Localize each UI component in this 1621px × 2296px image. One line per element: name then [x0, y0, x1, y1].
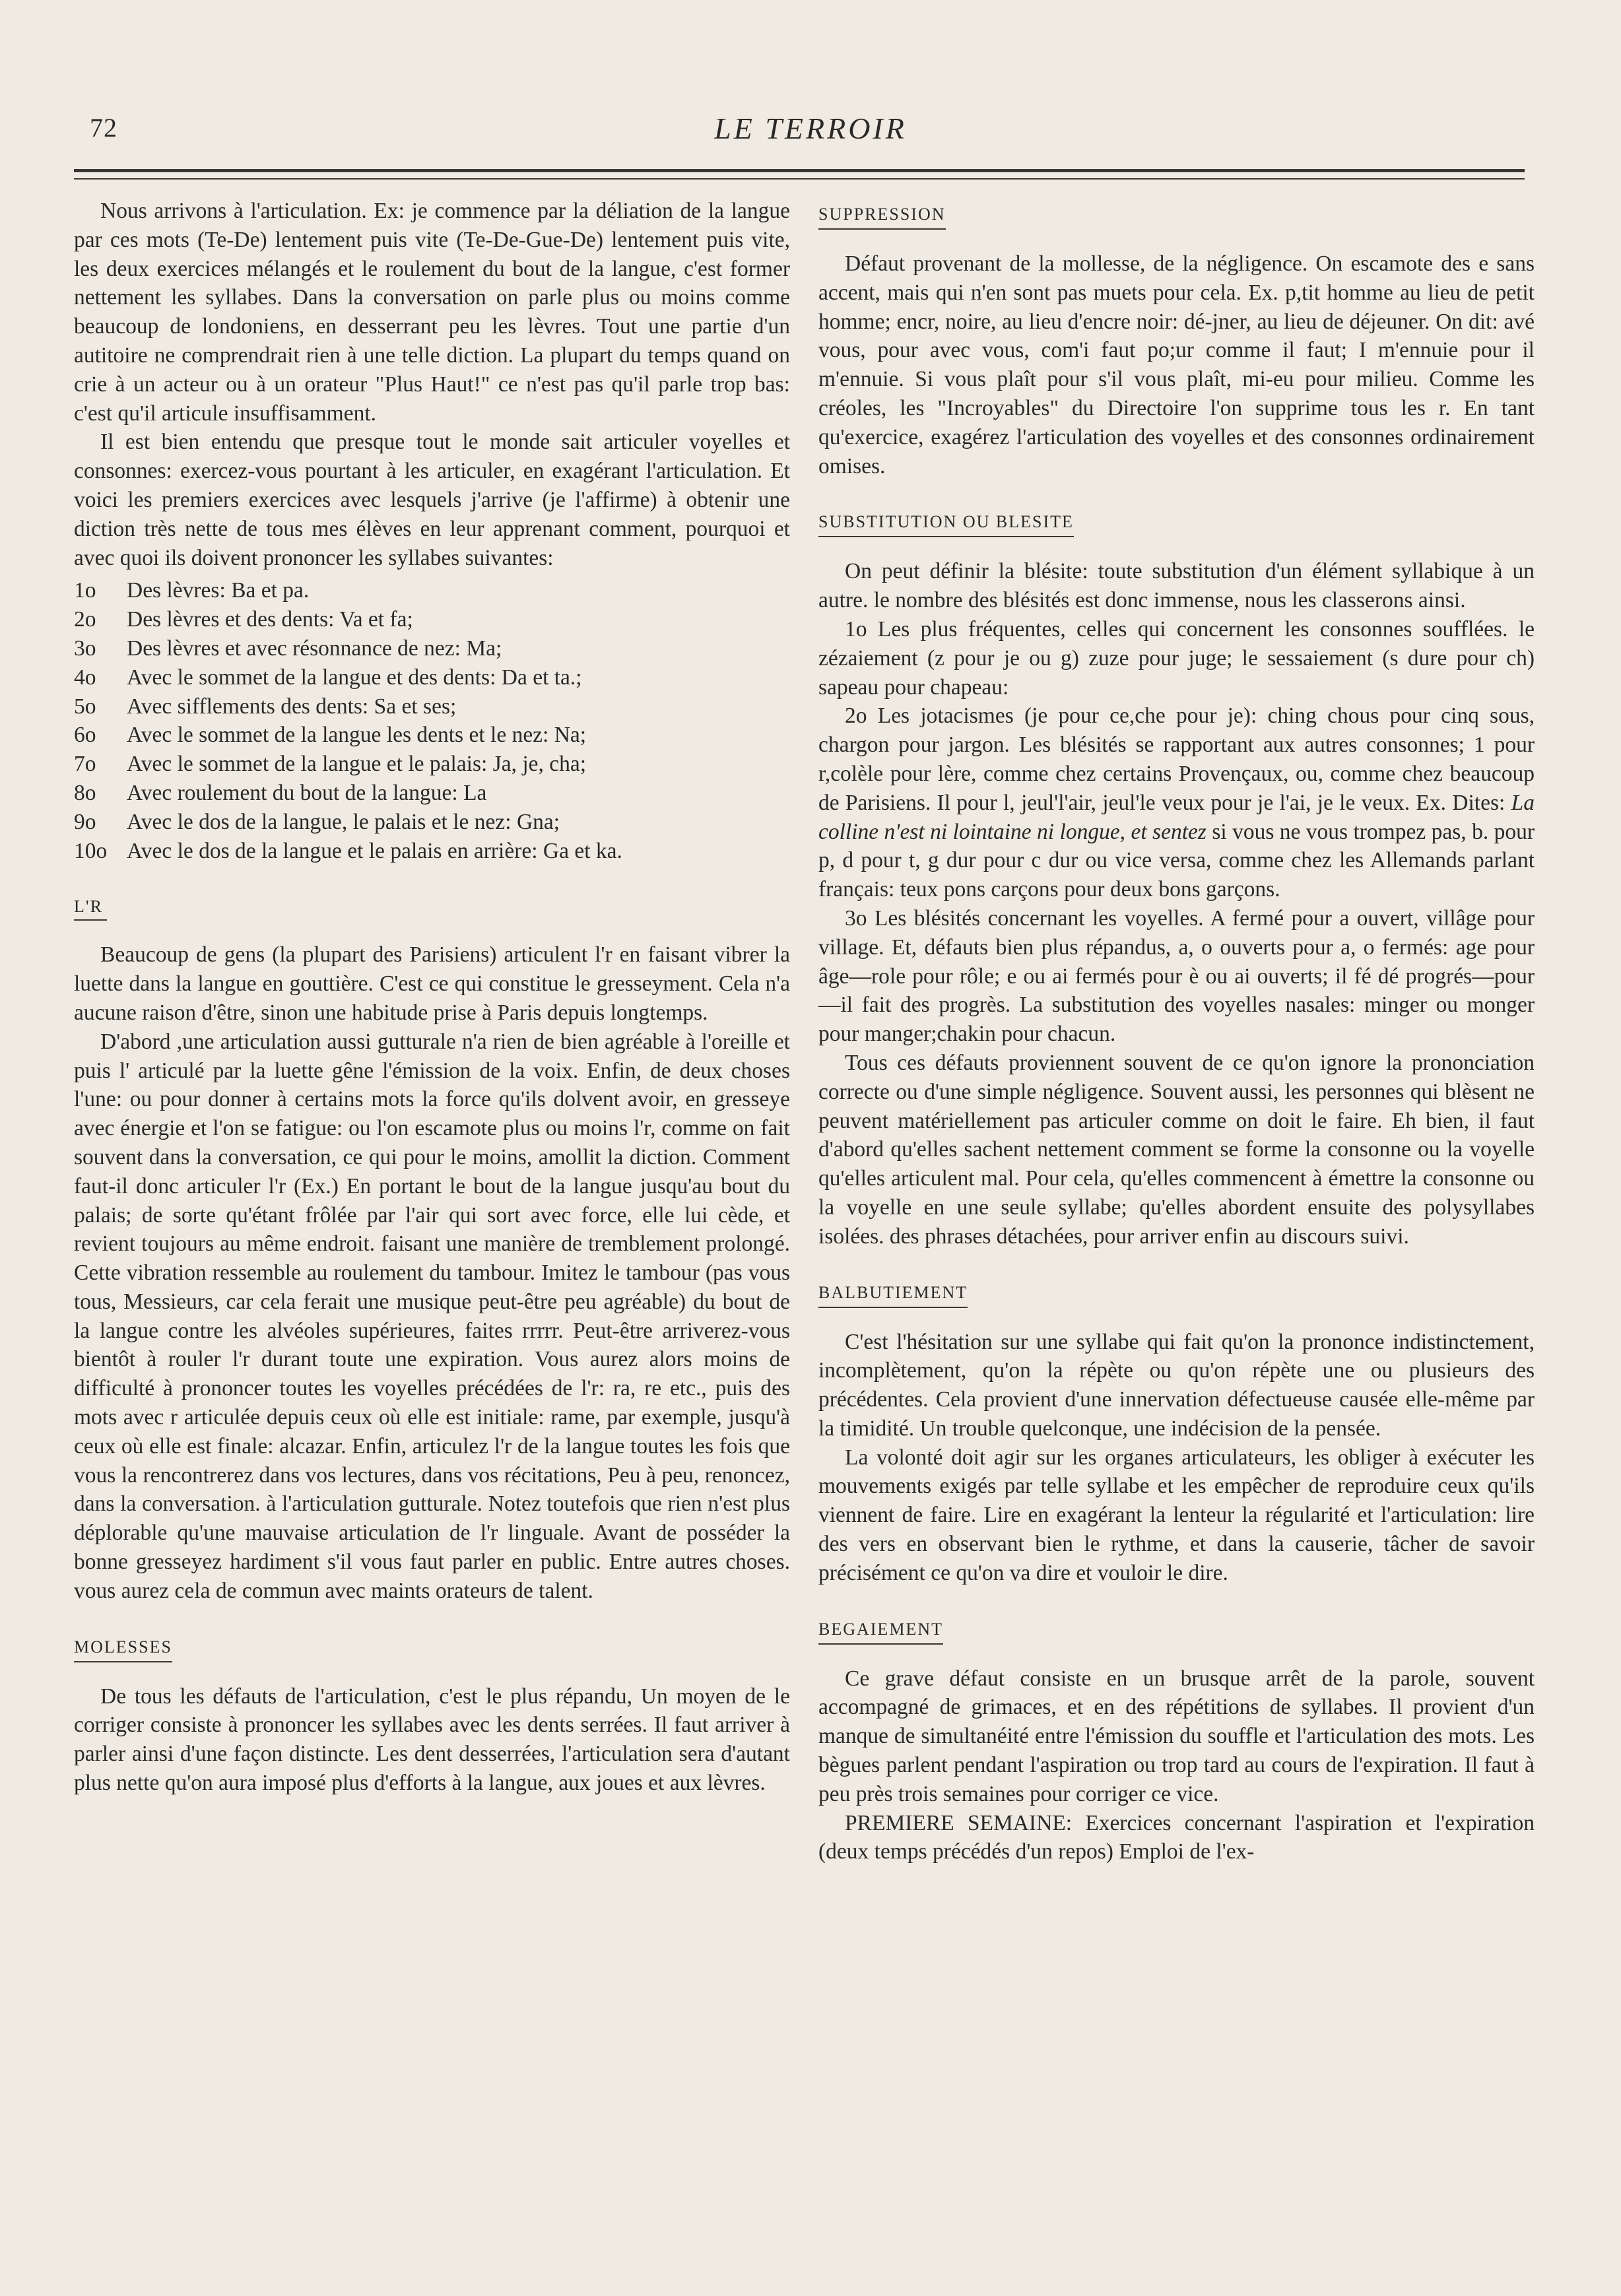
header-rule-thin	[74, 178, 1525, 180]
running-title: LE TERROIR	[714, 112, 907, 145]
right-column	[818, 197, 1535, 1866]
paragraph: On peut définir la blésite: toute substitution d'un élément syllabique à un autre. le nombre des blésités est donc immense, nous les classerons ainsi.	[818, 559, 1535, 613]
section-heading-begaiement: BEGAIEMENT	[818, 1620, 943, 1645]
paragraph: 1o Les plus fréquentes, celles qui concernent les consonnes soufflées. le zézaiement (z pour je ou g) zuze pour juge; le sessaiement (s dure pour ch) sapeau pour chapeau:	[818, 616, 1535, 700]
section-heading-balbutiement: BALBUTIEMENT	[818, 1283, 968, 1308]
paragraph: C'est l'hésitation sur une syllabe qui fait qu'on la prononce indistinctement, incomplètement, qu'on la répète ou qu'on répète une ou plusieurs des précédentes. Cela provient d'une innervation défectueuse causée elle-même par la timidité. Un trouble quelconque, une indécision de la pensée.	[818, 1329, 1535, 1441]
paragraph: Beaucoup de gens (la plupart des Parisiens) articulent l'r en faisant vibrer la luette dans la langue en gouttière. C'est ce qui constitue le gresseyment. Cela n'a aucune raison d'être, sinon une habitude prise à Paris depuis longtemps.	[74, 942, 790, 1025]
exercise-list	[74, 576, 790, 865]
list-item: 8o Avec roulement du bout de la langue: La	[74, 780, 487, 805]
list-item: 2o Des lèvres et des dents: Va et fa;	[74, 607, 413, 632]
paragraph: Il est bien entendu que presque tout le monde sait articuler voyelles et consonnes: exercez-vous pourtant à les articuler, en exagérant l'articulation. Et voici les premiers exercices avec lesquels j'arrive (je l'affirme) à obtenir une diction très nette de tous mes élèves en leur apprenant comment, pourquoi et avec quoi ils doivent prononcer les syllabes suivantes:	[74, 430, 790, 570]
italic-example: La colline n'est ni lointaine ni longue, et sentez	[818, 790, 1535, 844]
section-heading-molesses: MOLESSES	[74, 1637, 172, 1662]
list-item: 1o Des lèvres: Ba et pa.	[74, 578, 310, 603]
list-item: 7o Avec le sommet de la langue et le palais: Ja, je, cha;	[74, 752, 587, 777]
list-item: 3o Des lèvres et avec résonnance de nez: Ma;	[74, 636, 502, 661]
paragraph: De tous les défauts de l'articulation, c'est le plus répandu, Un moyen de le corriger consiste à prononcer les syllabes avec les dents serrées. Il faut arriver à parler ainsi d'une façon distincte. Les dent desserrées, l'articulation sera d'autant plus nette qu'on aura imposé plus d'efforts à la langue, aux joues et aux lèvres.	[74, 1684, 790, 1796]
paragraph: Nous arrivons à l'articulation. Ex: je commence par la déliation de la langue par ces mots (Te-De) lentement puis vite (Te-De-Gue-De) lentement puis vite, les deux exercices mélangés et le roulement du bout de la langue, c'est former nettement les syllabes. Dans la conversation on parle plus ou moins comme beaucoup de londoniens, en desserrant peu les lèvres. Tout une partie d'un autitoire ne comprendrait rien à une telle diction. La plupart du temps quand on crie à un acteur ou à un orateur "Plus Haut!" ce n'est pas qu'il parle trop bas: c'est qu'il articule insuffisamment.	[74, 199, 790, 426]
header-rule-thick	[74, 169, 1525, 172]
paragraph: 3o Les blésités concernant les voyelles. A fermé pour a ouvert, villâge pour village. Et, défauts bien plus répandus, a, o ouverts pour a, o fermés: age pour âge—role pour rôle; e ou ai fermés pour è ou ai ouverts; il fé dé progrés—pour—il fait des progrès. La substitution des voyelles nasales: minger ou monger pour manger;chakin pour chacun.	[818, 905, 1535, 1047]
list-item: 10o Avec le dos de la langue et le palais en arrière: Ga et ka.	[74, 838, 622, 863]
paragraph: PREMIERE SEMAINE: Exercices concernant l'aspiration et l'expiration (deux temps précédés d'un repos) Emploi de l'ex-	[818, 1810, 1535, 1864]
paragraph: Défaut provenant de la mollesse, de la négligence. On escamote des e sans accent, mais qui n'en sont pas muets pour cela. Ex. p,tit homme au lieu de petit homme; encr, noire, au lieu d'encre noir: dé-jner, au lieu de déjeuner. On dit: avé vous, pour avec vous, com'i faut po;ur comme il faut; I m'ennuie pour il m'ennuie. Si vous plaît pour s'il vous plaît, mi-eu pour milieu. Comme les créoles, les "Incroyables" du Directoire l'on supprime tous les r. En tant qu'exercice, exagérez l'articulation des voyelles et des consonnes ordinairement omises.	[818, 251, 1535, 478]
paragraph: Ce grave défaut consiste en un brusque arrêt de la parole, souvent accompagné de grimaces, et en des répétitions de syllabes. Il provient d'un manque de simultanéité entre l'émission du souffle et l'articulation des mots. Les bègues parlent pendant l'aspiration ou trop tard au cours de l'expiration. Il faut à peu près trois semaines pour corriger ce vice.	[818, 1666, 1535, 1806]
section-heading-lr: L'R	[74, 897, 103, 921]
paragraph: La volonté doit agir sur les organes articulateurs, les obliger à exécuter les mouvements exigés par telle syllabe et les empêcher de reproduire ceux qu'ils viennent de faire. Lire en exagérant la lenteur la régularité et l'articulation: lire des vers en observant bien le rythme, et dans la causerie, tâcher de savoir précisément ce qu'on va dire et vouloir le dire.	[818, 1445, 1535, 1585]
left-column	[74, 197, 790, 1798]
section-heading-suppression: SUPPRESSION	[818, 205, 946, 230]
list-item: 4o Avec le sommet de la langue et des dents: Da et ta.;	[74, 665, 582, 690]
list-item: 6o Avec le sommet de la langue les dents et le nez: Na;	[74, 723, 587, 748]
paragraph: D'abord ,une articulation aussi gutturale n'a rien de bien agréable à l'oreille et puis l' articulé par la luette gêne l'émission de la voix. Enfin, de deux choses l'une: ou pour donner à certains mots la force qu'ils dolvent avoir, en gresseye avec énergie et l'on se fatigue: ou l'on escamote plus ou moins l'r, comme on fait souvent dans la conversation, ce qui pour le moins, amollit la diction. Comment faut-il donc articuler l'r (Ex.) En portant le bout de la langue jusqu'au bout du palais; de sorte qu'étant frôlée par l'air qui sort avec force, elle lui cède, et revient toujours au même endroit. faisant une manière de tremblement prolongé. Cette vibration ressemble au roulement du tambour. Imitez le tambour (pas vous tous, Messieurs, car cela ferait une musique peut-être peu agréable) du bout de la langue contre les alvéoles supérieures, faites rrrrr. Peut-être arriverez-vous bientôt à rouler l'r durant toute une expiration. Vous aurez alors moins de difficulté à prononcer toutes les voyelles précédées de l'r: ra, re etc., puis des mots avec r articulée depuis ceux où elle est initiale: rame, par exemple, jusqu'à ceux où elle est finale: alcazar. Enfin, articulez l'r de la langue toutes les fois que vous la rencontrerez dans vos lectures, dans vos récitations, Peu à peu, renoncez, dans la conversation. à l'articulation gutturale. Notez toutefois que rien n'est plus déplorable qu'une mauvaise articulation de l'r linguale. Avant de posséder la bonne gresseyez hardiment s'il vous faut parler en public. Entre autres choses. vous aurez cela de commun avec maints orateurs de talent.	[74, 1029, 790, 1603]
list-item: 5o Avec sifflements des dents: Sa et ses;	[74, 694, 457, 719]
list-item: 9o Avec le dos de la langue, le palais et le nez: Gna;	[74, 809, 560, 834]
section-heading-substitution: SUBSTITUTION OU BLESITE	[818, 512, 1074, 537]
paragraph: Tous ces défauts proviennent souvent de ce qu'on ignore la prononciation correcte ou d'une simple négligence. Souvent aussi, les personnes qui blèsent ne peuvent matériellement pas articuler comme on doit le faire. Eh bien, il faut d'abord qu'elles sachent nettement comment se forme la consonne ou la voyelle qu'elles articulent mal. Pour cela, qu'elles commencent à émettre la consonne ou la voyelle en une seule syllabe; qu'elles abordent ensuite des polysyllabes isolées. des phrases détachées, pour arriver enfin au discours suivi.	[818, 1050, 1535, 1249]
page-number: 72	[90, 113, 117, 143]
paragraph: 2o Les jotacismes (je pour ce,che pour je): ching chous pour cinq sous, chargon pour jargon. Les blésités se rapportant aux autres consonnes; 1 pour r,colèle pour lère, comme chez certains Provençaux, ou, comme chez beaucoup de Parisiens. Il pour l, jeul'l'air, jeul'le veux pour je l'ai, je le veux. Ex. Dites: La colline n'est ni lointaine ni longue, et sentez si vous ne vous trompez pas, b. pour p, d pour t, g dur pour c dur ou vice versa, comme chez les Allemands parlant français: teux pons carçons pour deux bons garçons.	[818, 704, 1535, 902]
